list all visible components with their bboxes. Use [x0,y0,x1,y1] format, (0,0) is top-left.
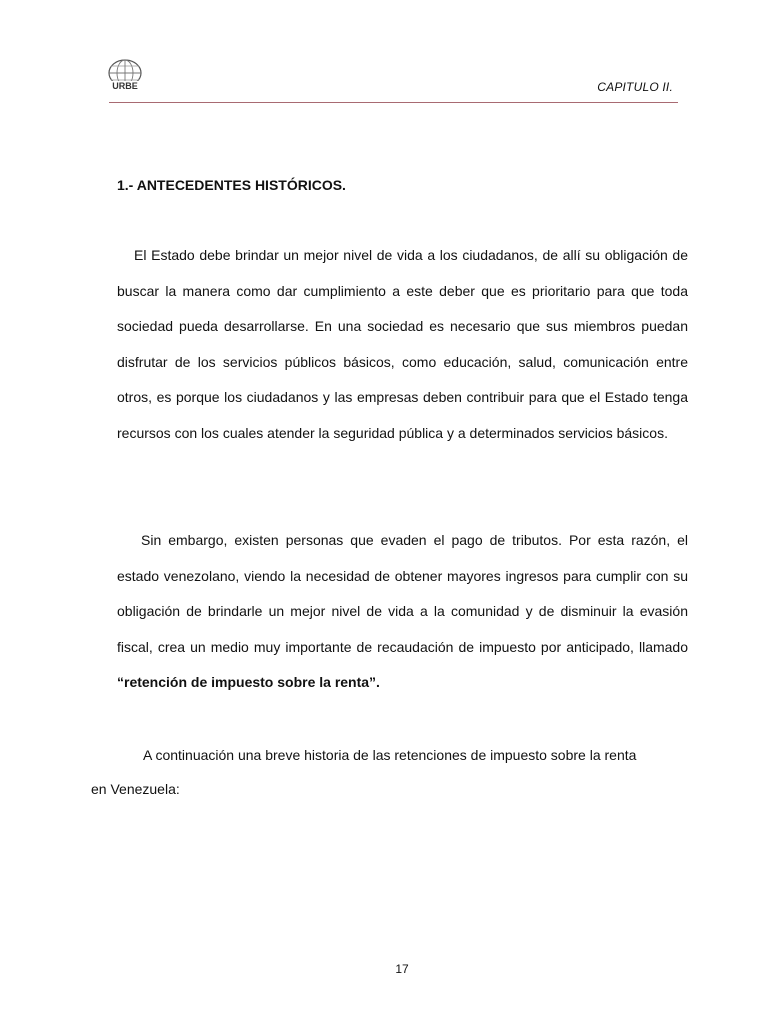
globe-logo-icon [106,58,144,92]
logo-text: URBE [112,81,138,91]
page-number: 17 [395,962,409,976]
paragraph-3-line-1: A continuación una breve historia de las retenciones de impuesto sobre la renta [143,747,637,763]
paragraph-1: El Estado debe brindar un mejor nivel de vida a los ciudadanos, de allí su obligación de buscar la manera como dar cumplimiento a este deber que es prioritario para que toda sociedad pueda desarrollarse. En una sociedad es necesario que sus miembros puedan disfrutar de los servicios públicos básicos, como educación, salud, comunicación entre otros, es porque los ciudadanos y las empresas deben contribuir para que el Estado tenga recursos con los cuales atender la seguridad pública y a determinados servicios básicos. [117,247,688,441]
paragraph-2-text: Sin embargo, existen personas que evaden el pago de tributos. Por esta razón, el estado venezolano, viendo la necesidad de obtener mayores ingresos para cumplir con su obligación de brindarle un mejor nivel de vida a la comunidad y de disminuir la evasión fiscal, crea un medio muy importante de recaudación de impuesto por anticipado, llamado [117,532,688,655]
section-heading: 1.- ANTECEDENTES HISTÓRICOS. [117,177,346,193]
paragraph-2 [117,523,688,701]
header-divider [109,102,678,103]
paragraph-3 [91,738,688,806]
paragraph-3-line-2: en Venezuela: [91,781,180,797]
paragraph-2-emphasis: “retención de impuesto sobre la renta”. [117,674,380,690]
chapter-label: CAPITULO II. [597,80,673,94]
urbe-logo [106,58,144,92]
